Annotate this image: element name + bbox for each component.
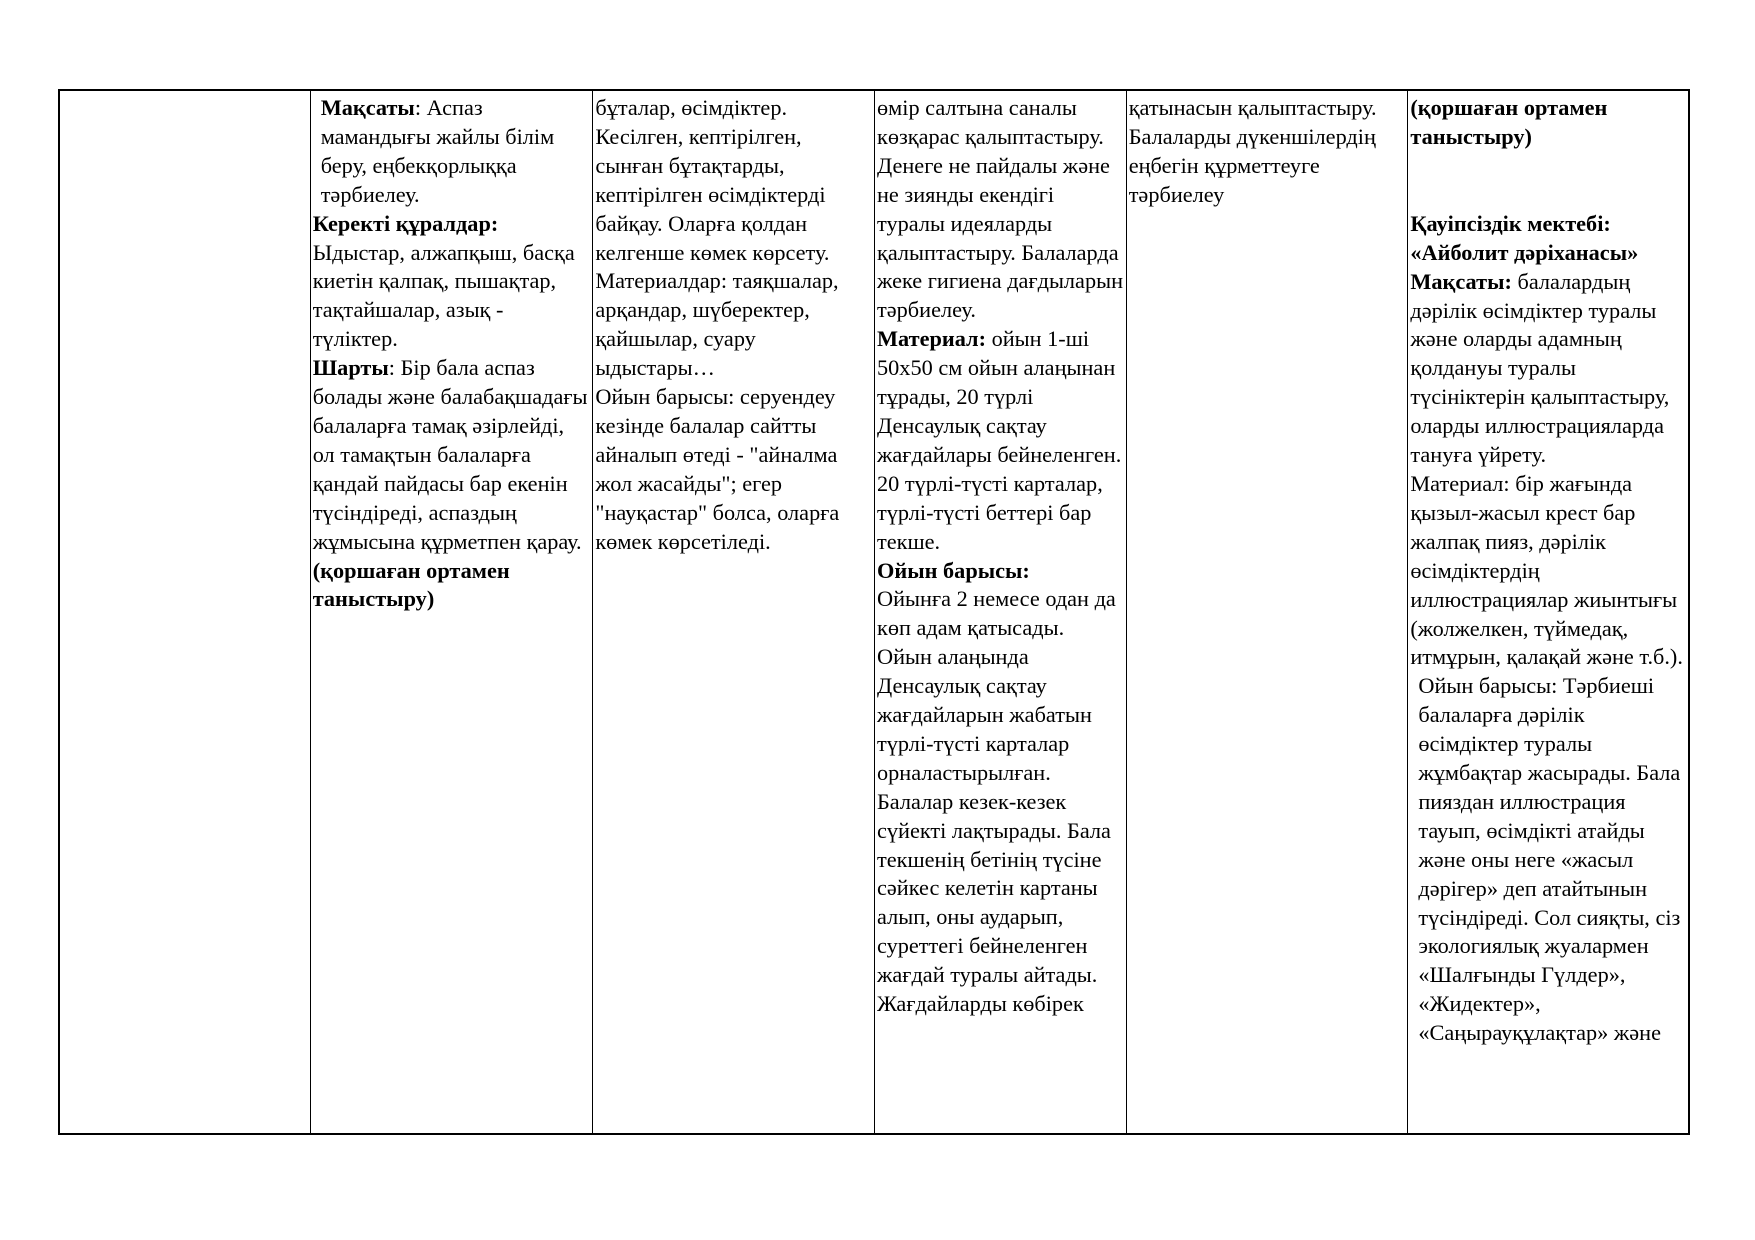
shop-text: қатынасын қалыптастыру. Балаларды дүкеншілердің еңбегін құрметтеуге тәрбиелеу	[1128, 95, 1377, 207]
pharmacy-game: Ойын барысы: Тәрбиеші балаларға дәрілік өсімдіктер туралы жұмбақтар жасырады. Бала пияздан иллюстрация тауып, өсімдікті атайды және оны неге «жасыл дәрігер» деп атайтынын түсіндіреді. Сол сияқты, сіз экологиялық жуалармен «Шалғынды Гүлдер», «Жидектер», «Саңырауқұлақтар» және	[1418, 673, 1681, 1046]
tools-text: Ыдыстар, алжапқыш, басқа киетін қалпақ, пышақтар, тақтайшалар, азық -	[312, 239, 575, 323]
health-game-text: Ойынға 2 немесе одан да көп адам қатысады. Ойын алаңында Денсаулық сақтау жағдайларын жабатын түрлі-түсті карталар орналастырылған. Балалар кезек-кезек сүйекті лақтырады. Бала текшенің бетінің түсіне сәйкес келетін картаны алып, оны аударып, суреттегі бейнеленген жағдай туралы айтады. Жағдайларды көбірек	[877, 586, 1116, 1017]
table-cell-empty	[60, 91, 311, 1133]
pharmacy-material: Материал: бір жағында қызыл-жасыл крест бар жалпақ пияз, дәрілік өсімдіктердің иллюстрациялар жиынтығы (жолжелкен, түймедақ, итмұрын, қалақай және т.б.).	[1410, 470, 1683, 670]
pharmacy-tag: (қоршаған ортамен таныстыру)	[1410, 95, 1608, 149]
table-cell-health-game	[875, 91, 1127, 1133]
rules-paragraph	[313, 354, 591, 614]
health-material	[877, 325, 1124, 556]
goal-label: Мақсаты	[320, 95, 415, 120]
table-cell-pharmacy-game	[1408, 91, 1688, 1133]
health-material-label: Материал:	[877, 326, 986, 352]
plants-materials: Материалдар: таяқшалар, арқандар, шүберектер, қайшылар, суару ыдыстары…	[595, 268, 839, 381]
goal-paragraph	[313, 94, 591, 210]
goal-text: : Аспаз мамандығы жайлы білім беру, еңбекқорлыққа тәрбиелеу.	[320, 95, 555, 207]
table-cell-cook-game	[311, 91, 594, 1133]
pharmacy-title: «Айболит дәріханасы»	[1410, 239, 1639, 265]
health-material-text: ойын 1-ші 50х50 см ойын алаңынан тұрады, 20 түрлі Денсаулық сақтау жағдайлары бейнеленген. 20 түрлі-түсті карталар, түрлі-түсті беттері бар текше.	[877, 326, 1122, 554]
table-cell-shop-game	[1127, 91, 1409, 1133]
rules-tag: (қоршаған ортамен таныстыру)	[312, 557, 510, 612]
health-game-label: Ойын барысы:	[877, 557, 1030, 583]
health-intro: өмір салтына саналы көзқарас қалыптастыру. Денеге не пайдалы және не зиянды екендігі туралы идеяларды қалыптастыру. Балаларда жеке гигиена дағдыларын тәрбиелеу.	[877, 95, 1124, 323]
rules-text: : Бір бала аспаз болады және балабақшадағы балаларға тамақ әзірлейді, ол тамақтын балаларға қандай пайдасы бар екенін түсіндіреді, аспаздың жұмысына құрметпен қарау.	[312, 355, 588, 554]
rules-label: Шарты	[312, 355, 389, 381]
safety-school-label: Қауіпсіздік мектебі:	[1410, 210, 1611, 236]
plan-table	[58, 89, 1690, 1135]
plants-game-process: Ойын барысы: серуендеу кезінде балалар сайтты айналып өтеді - "айналма жол жасайды"; егер "науқастар" болса, оларға көмек көрсетіледі.	[595, 384, 840, 554]
table-cell-plants-game	[593, 91, 875, 1133]
plants-intro: бұталар, өсімдіктер. Кесілген, кептірілген, сынған бұтақтарды, кептірілген өсімдіктерді байқау. Оларға қолдан келгенше көмек көрсету.	[595, 95, 830, 265]
tools-label: Керекті құралдар:	[312, 210, 499, 236]
pharmacy-goal	[1410, 268, 1686, 470]
tools-paragraph	[313, 210, 591, 355]
pharmacy-goal-text: балалардың дәрілік өсімдіктер туралы және оларды адамның қолдануы туралы түсініктерін қалыптастыру, оларды иллюстрацияларда тануға үйрету.	[1410, 268, 1670, 468]
pharmacy-goal-label: Мақсаты:	[1410, 268, 1512, 294]
tools-text-end: түліктер.	[312, 326, 398, 352]
